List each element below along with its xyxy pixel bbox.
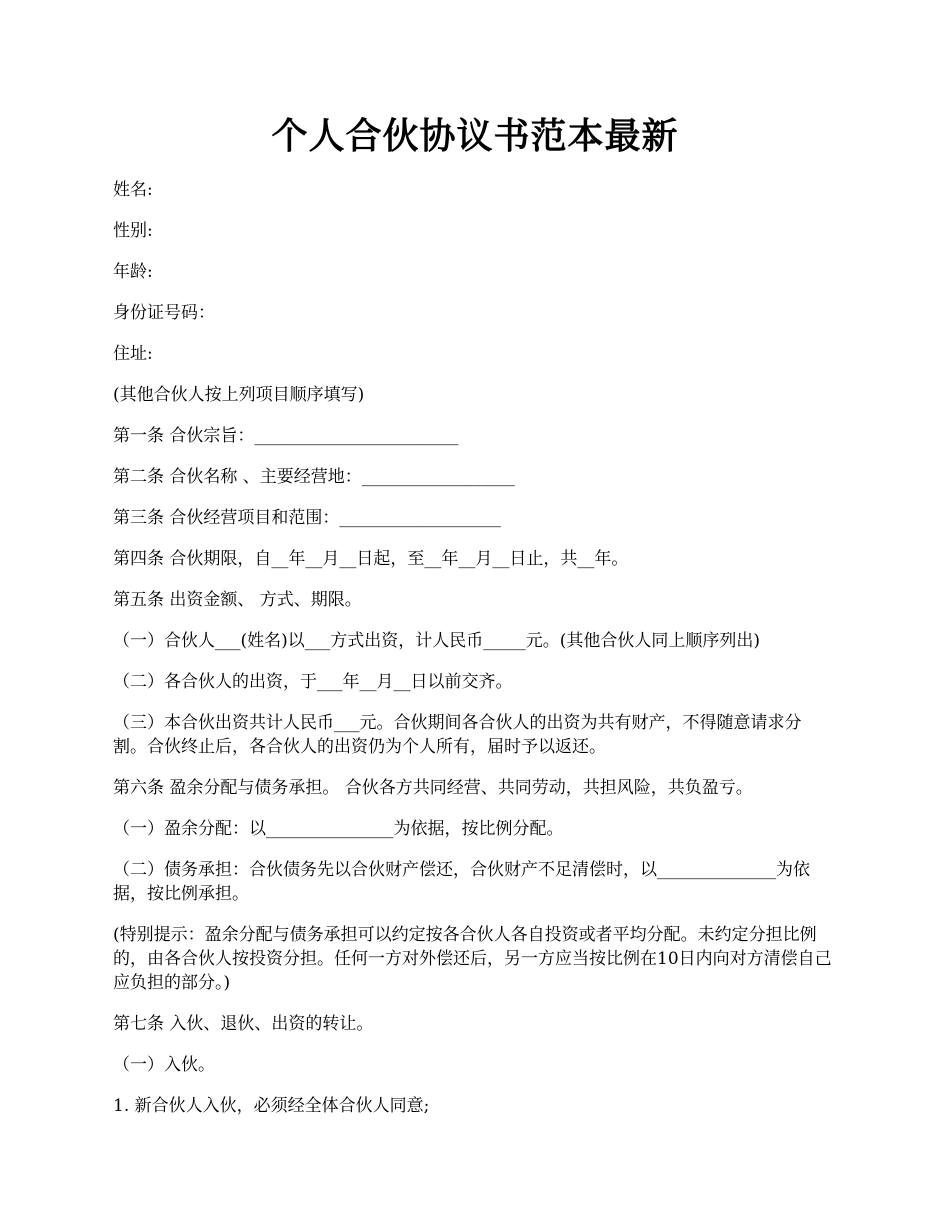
field-name: 姓名: [113,180,153,200]
fill-note: (其他合伙人按上列项目顺序填写) [113,385,365,405]
article-1: 第一条 合伙宗旨：________________________ [113,426,459,446]
article-6-clause-1: （一）盈余分配：以_______________为依据，按比例分配。 [113,819,564,839]
article-6-clause-2: （二）债务承担：合伙债务先以合伙财产偿还，合伙财产不足清偿时，以______________为依据，按比例承担。 [113,860,810,904]
article-5: 第五条 出资金额、 方式、期限。 [113,590,362,610]
article-2: 第二条 合伙名称 、主要经营地：__________________ [113,467,515,487]
field-age: 年龄: [113,262,153,282]
special-note: (特别提示：盈余分配与债务承担可以约定按各合伙人各自投资或者平均分配。未约定分担比例的，由各合伙人按投资分担。任何一方对外偿还后，另一方应当按比例在10日内向对方清偿自己应负担的部分。) [113,925,832,993]
article-3: 第三条 合伙经营项目和范围：___________________ [113,508,501,528]
article-5-clause-3: （三）本合伙出资共计人民币___元。合伙期间各合伙人的出资为共有财产，不得随意请求分割。合伙终止后，各合伙人的出资仍为个人所有，届时予以返还。 [113,713,802,757]
article-7-clause-1: （一）入伙。 [113,1055,215,1075]
article-6: 第六条 盈余分配与债务承担。 合伙各方共同经营、共同劳动，共担风险，共负盈亏。 [113,778,753,798]
article-7: 第七条 入伙、退伙、出资的转让。 [113,1014,374,1034]
document-title: 个人合伙协议书范本最新 [271,115,679,157]
article-5-clause-2: （二）各合伙人的出资，于___年__月__日以前交齐。 [113,672,513,692]
document-body [113,178,833,1135]
field-id-number: 身份证号码： [113,303,215,323]
article-5-clause-1: （一）合伙人___(姓名)以___方式出资，计人民币_____元。(其他合伙人同上顺序列出) [113,631,761,651]
field-gender: 性别: [113,221,153,241]
field-address: 住址: [113,344,153,364]
article-4: 第四条 合伙期限，自__年__月__日起，至__年__月__日止，共__年。 [113,549,629,569]
article-7-item-1: 1. 新合伙人入伙，必须经全体合伙人同意; [113,1096,430,1116]
